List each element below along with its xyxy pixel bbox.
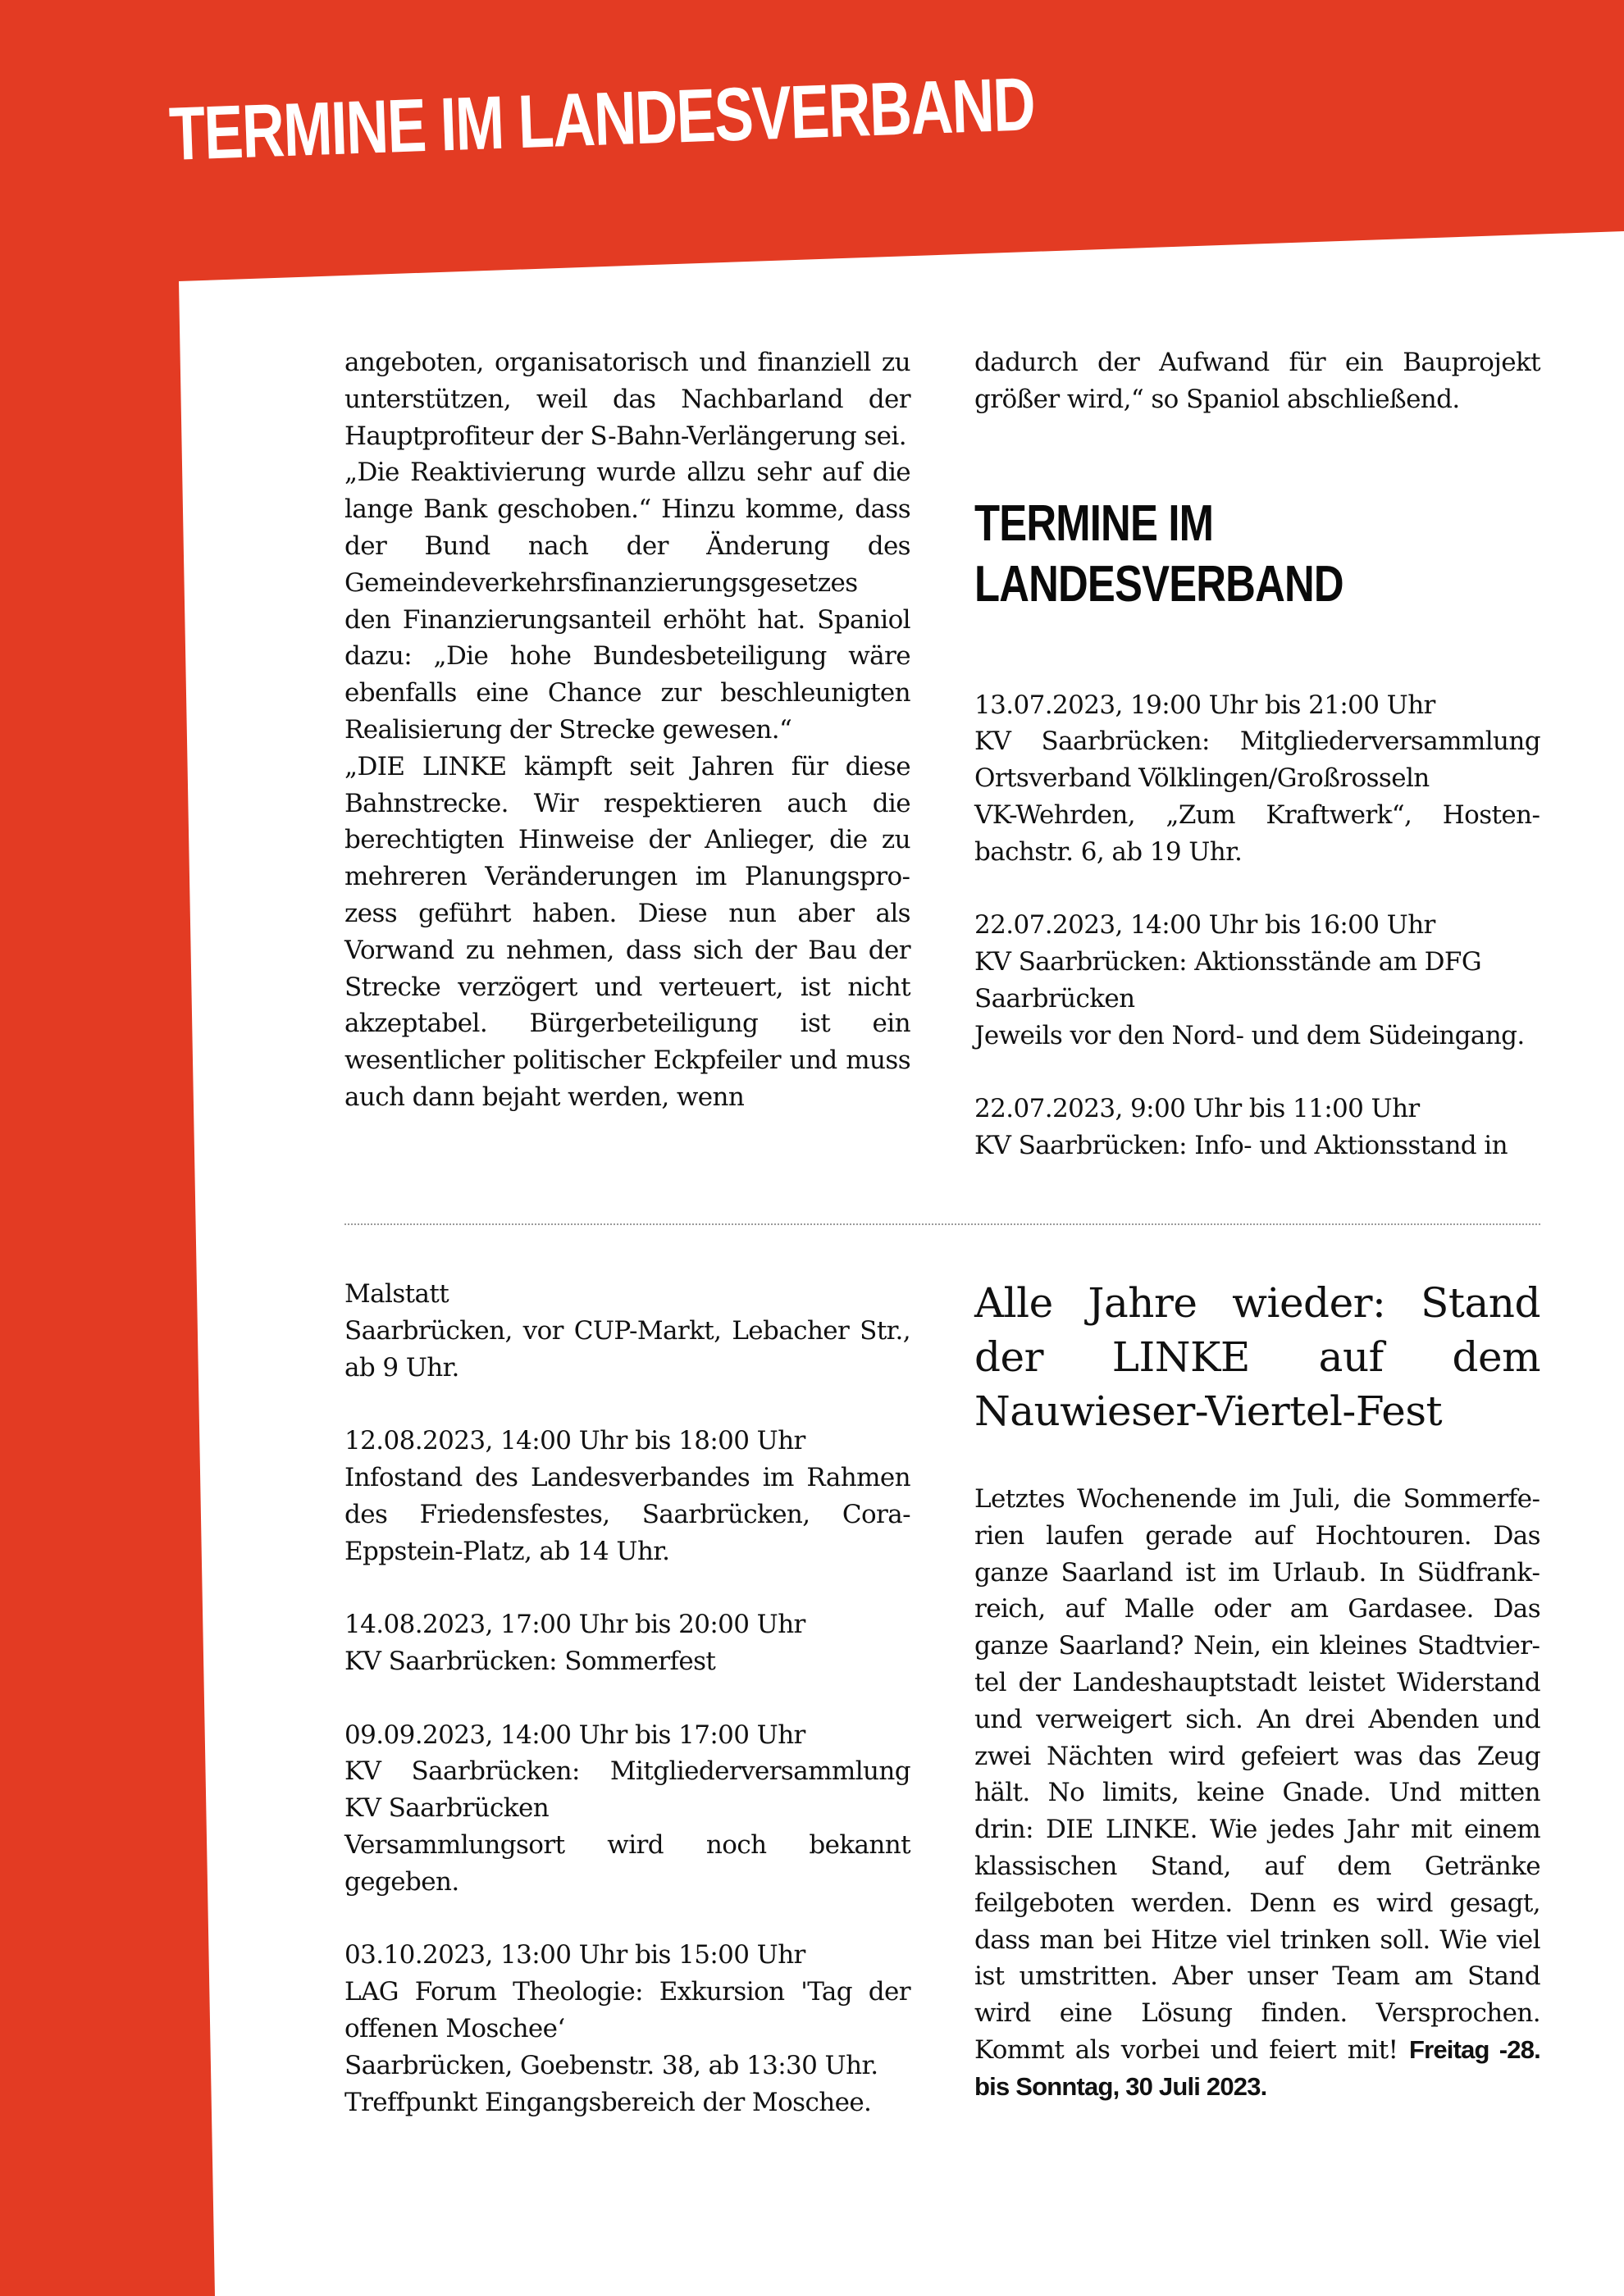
event-datetime: 03.10.2023, 13:00 Uhr bis 15:00 Uhr bbox=[344, 1940, 805, 1970]
event-item-part2 bbox=[344, 1276, 910, 1386]
event-line: Malstatt bbox=[344, 1279, 449, 1309]
feature-article-body bbox=[974, 1481, 1540, 2106]
event-datetime: 12.08.2023, 14:00 Uhr bis 18:00 Uhr bbox=[344, 1426, 805, 1456]
event-line: VK-Wehrden, „Zum Kraftwerk“, Hostenbachstr. 6, ab 19 Uhr. bbox=[974, 800, 1540, 867]
event-line: KV Saarbrücken: Aktionsstände am DFG bbox=[974, 947, 1482, 977]
event-line: Infostand des Landesverbandes im Rahmen des Friedensfestes, Saarbrücken, Cora-Eppstein-Platz, ab 14 Uhr. bbox=[344, 1462, 910, 1566]
event-datetime: 13.07.2023, 19:00 Uhr bis 21:00 Uhr bbox=[974, 690, 1435, 720]
termine-heading-line2: LANDESVERBAND bbox=[974, 555, 1343, 613]
event-item bbox=[344, 1717, 910, 1901]
event-line: KV Saarbrücken: Sommerfest bbox=[344, 1646, 716, 1676]
feature-article-text: Letztes Wochenende im Juli, die Sommerferien laufen gerade auf Hochtouren. Das ganze Saarland ist im Urlaub. In Südfrankreich, auf Malle oder am Gardasee. Das ganze Saarland? Nein, ein kleines Stadtviertel der Landeshauptstadt leistet Widerstand und verweigert sich. An drei Abenden und zwei Nächten wird gefeiert was das Zeug hält. No limits, keine Gnade. Und mitten drin: DIE LINKE. Wie jedes Jahr mit einem klassischen Stand, auf dem Getränke feilgeboten werden. Denn es wird gesagt, dass man bei Hitze viel trinken soll. Wie viel ist umstritten. Aber unser Team am Stand wird eine Lösung finden. Versprochen. Kommt als vorbei und feiert mit! bbox=[974, 1484, 1540, 2065]
event-item bbox=[974, 687, 1540, 871]
event-line: KV Saarbrücken: Info- und Aktionsstand in bbox=[974, 1131, 1508, 1161]
section-divider bbox=[344, 1223, 1540, 1225]
event-datetime: 09.09.2023, 14:00 Uhr bis 17:00 Uhr bbox=[344, 1720, 805, 1750]
termine-continued bbox=[344, 1276, 910, 2157]
event-item-part1 bbox=[974, 1091, 1540, 1164]
event-line: KV Saarbrücken bbox=[344, 1793, 550, 1824]
event-item bbox=[344, 1606, 910, 1680]
article-paragraph: „DIE LINKE kämpft seit Jahren für diese Bahnstrecke. Wir respektieren auch die berechtigten Hinweise der Anlieger, die zu mehreren Veränderungen im Planungsprozess geführt haben. Diese nun aber als Vorwand zu nehmen, dass sich der Bau der Strecke verzögert und verteuert, ist nicht akzeptabel. Bürgerbeteiligung ist ein wesentlicher politischer Eckpfeiler und muss auch dann bejaht werden, wenn bbox=[344, 751, 910, 1112]
termine-heading-line1: TERMINE IM bbox=[974, 494, 1214, 552]
termine-heading bbox=[974, 494, 1540, 615]
event-line: KV Saarbrücken: Mitgliederversammlung bbox=[344, 1756, 910, 1787]
event-line: Jeweils vor den Nord- und dem Südeingang. bbox=[974, 1020, 1525, 1050]
event-item bbox=[344, 1423, 910, 1569]
event-line: Versammlungsort wird noch bekannt gegeben. bbox=[344, 1829, 910, 1897]
event-line: Treffpunkt Eingangsbereich der Moschee. bbox=[344, 2087, 872, 2117]
event-line: Ortsverband Völklingen/Großrosseln bbox=[974, 763, 1430, 794]
event-line: Saarbrücken bbox=[974, 983, 1135, 1014]
event-datetime: 14.08.2023, 17:00 Uhr bis 20:00 Uhr bbox=[344, 1610, 805, 1640]
event-line: KV Saarbrücken: Mitgliederversammlung bbox=[974, 727, 1540, 757]
event-item bbox=[974, 907, 1540, 1054]
banner-title: TERMINE IM LANDESVERBAND bbox=[167, 62, 1036, 176]
event-datetime: 22.07.2023, 14:00 Uhr bis 16:00 Uhr bbox=[974, 910, 1435, 941]
feature-article bbox=[974, 1276, 1540, 2106]
event-line: LAG Forum Theologie: Exkursion 'Tag der offenen Moschee‘ bbox=[344, 1977, 910, 2043]
event-item bbox=[344, 1937, 910, 2121]
article-paragraph: dadurch der Aufwand für ein Bauprojekt größer wird,“ so Spaniol abschließend. bbox=[974, 348, 1540, 414]
feature-article-dates: Freitag -28. bis Sonntag, 30 Juli 2023. bbox=[974, 2034, 1540, 2101]
article-continuation-left bbox=[344, 344, 910, 1116]
event-datetime: 22.07.2023, 9:00 Uhr bis 11:00 Uhr bbox=[974, 1094, 1420, 1124]
feature-article-title: Alle Jahre wieder: Stand der LINKE auf dem Nauwieser-Viertel-Fest bbox=[974, 1279, 1540, 1435]
event-line: Saarbrücken, Goebenstr. 38, ab 13:30 Uhr. bbox=[344, 2050, 878, 2080]
article-paragraph: „Die Reaktivierung wurde allzu sehr auf die lange Bank geschoben.“ Hinzu komme, dass der Bund nach der Änderung des Gemeindeverkehrsfinanzierungsgesetzes den Finanzierungsanteil erhöht hat. Spaniol dazu: „Die hohe Bundesbeteiligung wäre ebenfalls eine Chance zur beschleunigten Realisierung der Strecke gewesen.“ bbox=[344, 458, 910, 745]
event-line: Saarbrücken, vor CUP-Markt, Lebacher Str., ab 9 Uhr. bbox=[344, 1315, 910, 1383]
article-continuation-right bbox=[974, 344, 1540, 1164]
article-paragraph: angeboten, organisatorisch und finanziell zu unterstützen, weil das Nachbarland der Hauptprofiteur der S-Bahn-Verlängerung sei. bbox=[344, 348, 910, 451]
